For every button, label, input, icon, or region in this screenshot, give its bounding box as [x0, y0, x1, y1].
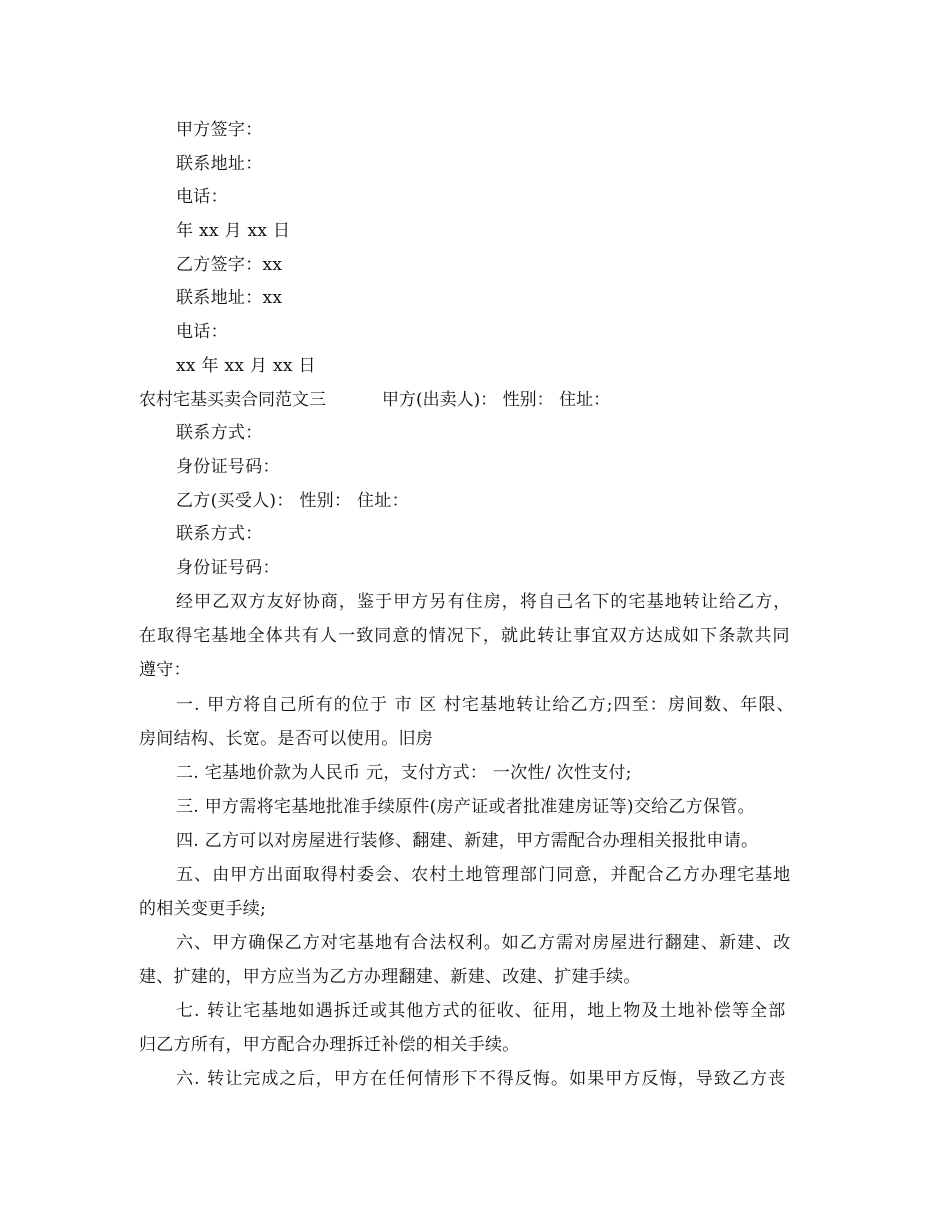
clause-1-line-2: 房间结构、长宽。是否可以使用。旧房 [139, 729, 434, 749]
intro-line-1: 经甲乙双方友好协商，鉴于甲方另有住房，将自己名下的宅基地转让给乙方， [176, 592, 792, 612]
clause-7-line-2: 归乙方所有，甲方配合办理拆迁补偿的相关手续。 [139, 1035, 520, 1055]
party-b-contact-address: 联系地址：xx [176, 288, 283, 308]
party-b-date: xx 年 xx 月 xx 日 [176, 356, 316, 376]
clause-1-line-1: 一. 甲方将自己所有的位于 市 区 村宅基地转让给乙方;四至：房间数、年限、 [176, 695, 795, 715]
party-a-date: 年 xx 月 xx 日 [176, 221, 291, 241]
intro-line-3: 遵守： [139, 660, 191, 680]
clause-6-line-2: 建、扩建的，甲方应当为乙方办理翻建、新建、改建、扩建手续。 [139, 967, 641, 987]
section-title-row [139, 388, 611, 412]
party-b-contact: 联系方式： [176, 524, 263, 544]
party-a-contact: 联系方式： [176, 423, 263, 443]
clause-5-line-1: 五、由甲方出面取得村委会、农村土地管理部门同意，并配合乙方办理宅基地 [176, 865, 792, 885]
party-b-id: 身份证号码： [176, 558, 280, 578]
party-b-phone: 电话： [176, 322, 228, 342]
party-a-id: 身份证号码： [176, 457, 280, 477]
party-a-signature: 甲方签字： [176, 120, 263, 140]
clause-5-line-2: 的相关变更手续; [139, 899, 267, 919]
party-b-signature: 乙方签字：xx [176, 255, 283, 275]
party-a-info-line: 甲方(出卖人)： 性别： 住址： [382, 390, 611, 410]
clause-2: 二. 宅基地价款为人民币 元，支付方式： 一次性/ 次性支付; [176, 763, 632, 783]
clause-6-line-1: 六、甲方确保乙方对宅基地有合法权利。如乙方需对房屋进行翻建、新建、改 [176, 933, 792, 953]
clause-7-line-1: 七. 转让宅基地如遇拆迁或其他方式的征收、征用，地上物及土地补偿等全部 [176, 1001, 787, 1021]
party-b-info-line: 乙方(买受人)： 性别： 住址： [176, 491, 409, 511]
intro-line-2: 在取得宅基地全体共有人一致同意的情况下，就此转让事宜双方达成如下条款共同 [139, 626, 791, 646]
section-title: 农村宅基买卖合同范文三 [139, 390, 326, 410]
party-a-contact-address: 联系地址： [176, 154, 263, 174]
clause-3: 三. 甲方需将宅基地批准手续原件(房产证或者批准建房证等)交给乙方保管。 [176, 797, 755, 817]
party-a-phone: 电话： [176, 187, 228, 207]
clause-4: 四. 乙方可以对房屋进行装修、翻建、新建，甲方需配合办理相关报批申请。 [176, 831, 759, 851]
clause-8-line-1: 六. 转让完成之后，甲方在任何情形下不得反悔。如果甲方反悔，导致乙方丧 [176, 1069, 787, 1089]
